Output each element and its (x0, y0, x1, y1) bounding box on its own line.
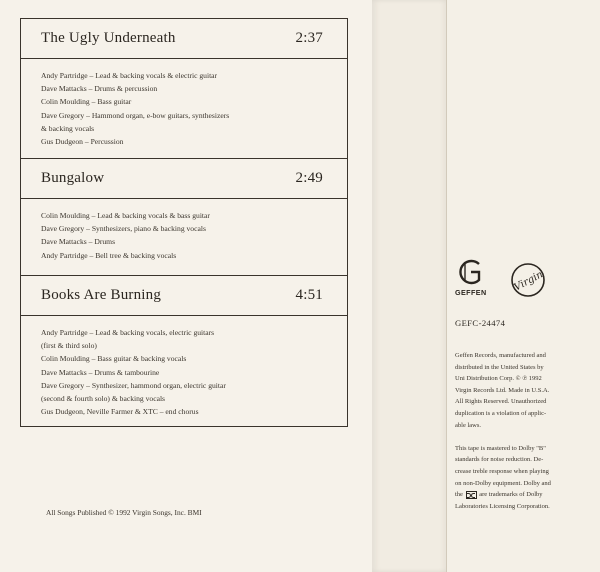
legal-line: duplication is a violation of applic- (455, 409, 547, 417)
legal-line: All Rights Reserved. Unauthorized (455, 398, 547, 406)
legal-line: Virgin Records Ltd. Made in U.S.A. (455, 386, 550, 394)
credit-line: Colin Moulding – Bass guitar & backing vocals (41, 354, 187, 364)
credit-line: Dave Mattacks – Drums & percussion (41, 84, 158, 94)
label-logos (455, 258, 595, 306)
legal-text (455, 350, 600, 512)
track-credits (21, 199, 347, 272)
credit-line: Andy Partridge – Bell tree & backing vocals (41, 250, 177, 260)
credit-line: Dave Mattacks – Drums (41, 237, 116, 247)
dolby-line: Laboratories Licensing Corporation. (455, 502, 550, 510)
dolby-line: on non-Dolby equipment. Dolby and (455, 479, 551, 487)
legal-line: distributed in the United States by (455, 363, 544, 371)
credit-line: Dave Gregory – Synthesizer, hammond organ, electric guitar (41, 380, 226, 390)
credit-line: Andy Partridge – Lead & backing vocals, electric guitars (41, 328, 215, 337)
dolby-double-d-icon (466, 491, 477, 499)
credit-line: & backing vocals (41, 123, 95, 133)
track-header (21, 276, 347, 316)
label-panel (447, 0, 600, 572)
geffen-logo-icon (455, 258, 487, 286)
credit-line: Colin Moulding – Lead & backing vocals & bass guitar (41, 211, 210, 220)
credit-line: (second & fourth solo) & backing vocals (41, 394, 166, 404)
legal-line: able laws. (455, 421, 481, 429)
track-title: Books Are Burning (41, 287, 162, 303)
track-box (20, 275, 348, 427)
track-duration: 2:49 (295, 170, 323, 186)
legal-line: Geffen Records, manufactured and (455, 352, 546, 359)
catalog-number: GEFC-24474 (455, 318, 506, 328)
spacer (455, 431, 600, 443)
credit-line: (first & third solo) (41, 341, 97, 351)
credit-line: Andy Partridge – Lead & backing vocals & electric guitar (41, 71, 218, 80)
dolby-line: This tape is mastered to Dolby "B" (455, 444, 546, 452)
spine-strip (372, 0, 447, 572)
dolby-line (455, 489, 600, 501)
track-header (21, 159, 347, 199)
track-title: The Ugly Underneath (41, 30, 176, 46)
geffen-wordmark: GEFFEN (455, 288, 487, 297)
credit-line: Dave Gregory – Synthesizers, piano & backing vocals (41, 224, 206, 234)
track-credits (21, 59, 347, 158)
track-duration: 4:51 (295, 287, 323, 303)
track-credits (21, 316, 347, 428)
credit-line: Dave Gregory – Hammond organ, e-bow guitars, synthesizers (41, 110, 230, 120)
credit-line: Gus Dudgeon – Percussion (41, 137, 124, 147)
track-box (20, 18, 348, 159)
virgin-wordmark: Virgin (512, 269, 546, 294)
virgin-logo-icon (509, 262, 547, 298)
dolby-line: standards for noise reduction. De- (455, 456, 544, 464)
track-duration: 2:37 (295, 30, 323, 46)
dolby-line-start: the (455, 491, 463, 499)
track-header (21, 19, 347, 59)
credit-line: Colin Moulding – Bass guitar (41, 97, 132, 107)
credit-line: Dave Mattacks – Drums & tambourine (41, 367, 160, 377)
credit-line: Gus Dudgeon, Neville Farmer & XTC – end chorus (41, 407, 199, 417)
dolby-line: crease treble response when playing (455, 467, 549, 475)
dolby-line-end: are trademarks of Dolby (479, 491, 543, 499)
publishing-notice: All Songs Published © 1992 Virgin Songs, Inc. BMI (46, 508, 202, 517)
legal-line: Uni Distribution Corp. © ℗ 1992 (455, 375, 542, 383)
track-box (20, 158, 348, 276)
track-title: Bungalow (41, 170, 105, 186)
